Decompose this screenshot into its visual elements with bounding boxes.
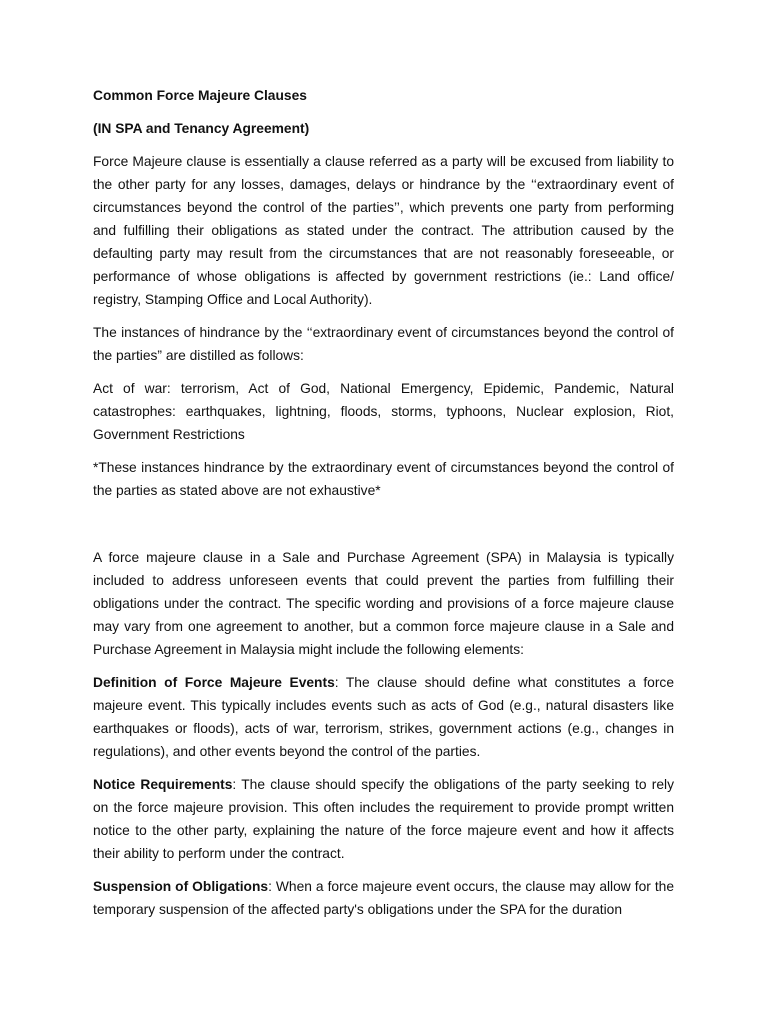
instances-paragraph: The instances of hindrance by the ‘‘extraordinary event of circumstances beyond the control of the parties” are distilled as follows: bbox=[93, 325, 674, 363]
section-definition bbox=[93, 671, 674, 763]
section-notice-heading: Notice Requirements bbox=[93, 777, 233, 792]
section-suspension bbox=[93, 875, 674, 921]
note-paragraph: *These instances hindrance by the extraordinary event of circumstances beyond the control of the parties as stated above are not exhaustive* bbox=[93, 460, 674, 498]
document-subtitle: (IN SPA and Tenancy Agreement) bbox=[93, 121, 310, 136]
section-definition-body: : The clause should define what constitutes a force majeure event. This typically includes events such as acts of God (e.g., natural disasters like earthquakes or floods), acts of war, terrorism, strikes, government actions (e.g., changes in regulations), and other events beyond the control of the parties. bbox=[93, 675, 674, 759]
examples-paragraph: Act of war: terrorism, Act of God, National Emergency, Epidemic, Pandemic, Natural catastrophes: earthquakes, lightning, floods, storms, typhoons, Nuclear explosion, Riot, Government Restrictions bbox=[93, 381, 674, 442]
document-title: Common Force Majeure Clauses bbox=[93, 88, 307, 103]
document-page bbox=[93, 84, 674, 931]
section-spacer bbox=[93, 512, 674, 546]
section-suspension-heading: Suspension of Obligations bbox=[93, 879, 269, 894]
section-notice bbox=[93, 773, 674, 865]
spa-paragraph: A force majeure clause in a Sale and Purchase Agreement (SPA) in Malaysia is typically included to address unforeseen events that could prevent the parties from fulfilling their obligations under the contract. The specific wording and provisions of a force majeure clause may vary from one agreement to another, but a common force majeure clause in a Sale and Purchase Agreement in Malaysia might include the following elements: bbox=[93, 550, 674, 657]
section-notice-body: : The clause should specify the obligations of the party seeking to rely on the force majeure provision. This often includes the requirement to provide prompt written notice to the other party, explaining the nature of the force majeure event and how it affects their ability to perform under the contract. bbox=[93, 777, 674, 861]
intro-paragraph: Force Majeure clause is essentially a clause referred as a party will be excused from liability to the other party for any losses, damages, delays or hindrance by the ‘‘extraordinary event of circumstances beyond the control of the parties’’, which prevents one party from performing and fulfilling their obligations as stated under the contract. The attribution caused by the defaulting party may result from the circumstances that are not reasonably foreseeable, or performance of whose obligations is affected by government restrictions (ie.: Land office/ registry, Stamping Office and Local Authority). bbox=[93, 154, 674, 307]
section-definition-heading: Definition of Force Majeure Events bbox=[93, 675, 335, 690]
section-suspension-body: : When a force majeure event occurs, the clause may allow for the temporary suspension of the affected party's obligations under the SPA for the duration bbox=[93, 879, 675, 917]
